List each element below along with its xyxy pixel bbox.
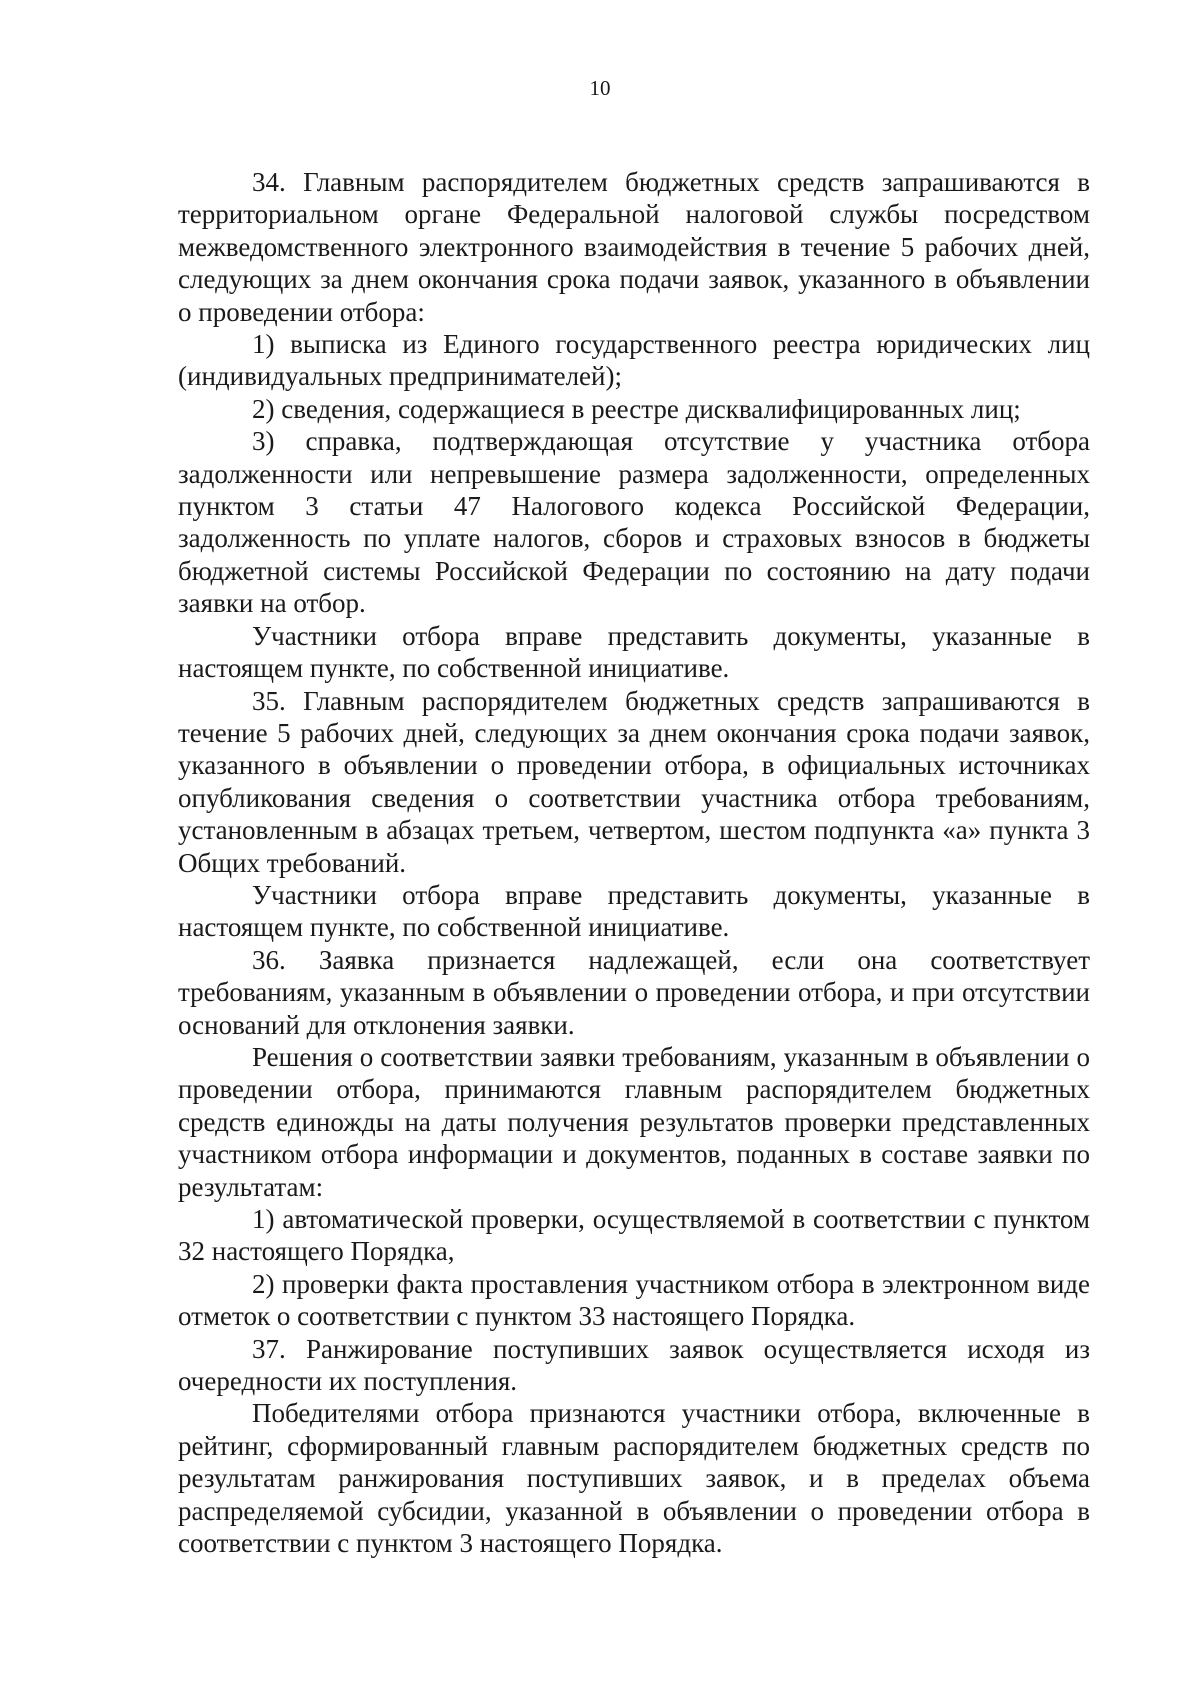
document-body [178, 166, 1090, 1559]
paragraph-34: 34. Главным распорядителем бюджетных средств запрашиваются в территориальном органе Федеральной налоговой службы посредством межведомственного электронного взаимодействия в течение 5 рабочих дней, следующих за днем окончания срока подачи заявок, указанного в объявлении о проведении отбора: [178, 167, 1090, 327]
paragraph-36-item-2: 2) проверки факта проставления участником отбора в электронном виде отметок о соответствии с пунктом 33 настоящего Порядка. [178, 1268, 1090, 1332]
paragraph-36: 36. Заявка признается надлежащей, если она соответствует требованиям, указанным в объявлении о проведении отбора, и при отсутствии оснований для отклонения заявки. [178, 944, 1090, 1040]
paragraph-36-decisions: Решения о соответствии заявки требованиям, указанным в объявлении о проведении отбора, принимаются главным распорядителем бюджетных средств единожды на даты получения результатов проверки представленных участником отбора информации и документов, поданных в составе заявки по результатам: [178, 1041, 1090, 1202]
page-number: 10 [589, 76, 611, 100]
paragraph-36-item-1: 1) автоматической проверки, осуществляемой в соответствии с пунктом 32 настоящего Порядка, [178, 1204, 1090, 1267]
paragraph-34-item-3: 3) справка, подтверждающая отсутствие у участника отбора задолженности или непревышение размера задолженности, определенных пунктом 3 статьи 47 Налогового кодекса Российской Федерации, задолженность по уплате налогов, сборов и страховых взносов в бюджеты бюджетной системы Российской Федерации по состоянию на дату подачи заявки на отбор. [178, 426, 1090, 619]
paragraph-37: 37. Ранжирование поступивших заявок осуществляется исходя из очередности их поступления. [178, 1333, 1090, 1397]
paragraph-34-item-1: 1) выписка из Единого государственного реестра юридических лиц (индивидуальных предпринимателей); [178, 329, 1090, 392]
paragraph-35: 35. Главным распорядителем бюджетных средств запрашиваются в течение 5 рабочих дней, следующих за днем окончания срока подачи заявок, указанного в объявлении о проведении отбора, в официальных источниках опубликования сведения о соответствии участника отбора требованиям, установленным в абзацах третьем, четвертом, шестом подпункта «а» пункта 3 Общих требований. [178, 685, 1090, 878]
paragraph-37-winners: Победителями отбора признаются участники отбора, включенные в рейтинг, сформированный главным распорядителем бюджетных средств по результатам ранжирования поступивших заявок, и в пределах объема распределяемой субсидии, указанной в объявлении о проведении отбора в соответствии с пунктом 3 настоящего Порядка. [178, 1398, 1090, 1559]
paragraph-34-item-2: 2) сведения, содержащиеся в реестре дисквалифицированных лиц; [252, 393, 1021, 424]
paragraph-35-note: Участники отбора вправе представить документы, указанные в настоящем пункте, по собственной инициативе. [178, 879, 1090, 943]
paragraph-34-note: Участники отбора вправе представить документы, указанные в настоящем пункте, по собственной инициативе. [178, 620, 1090, 684]
